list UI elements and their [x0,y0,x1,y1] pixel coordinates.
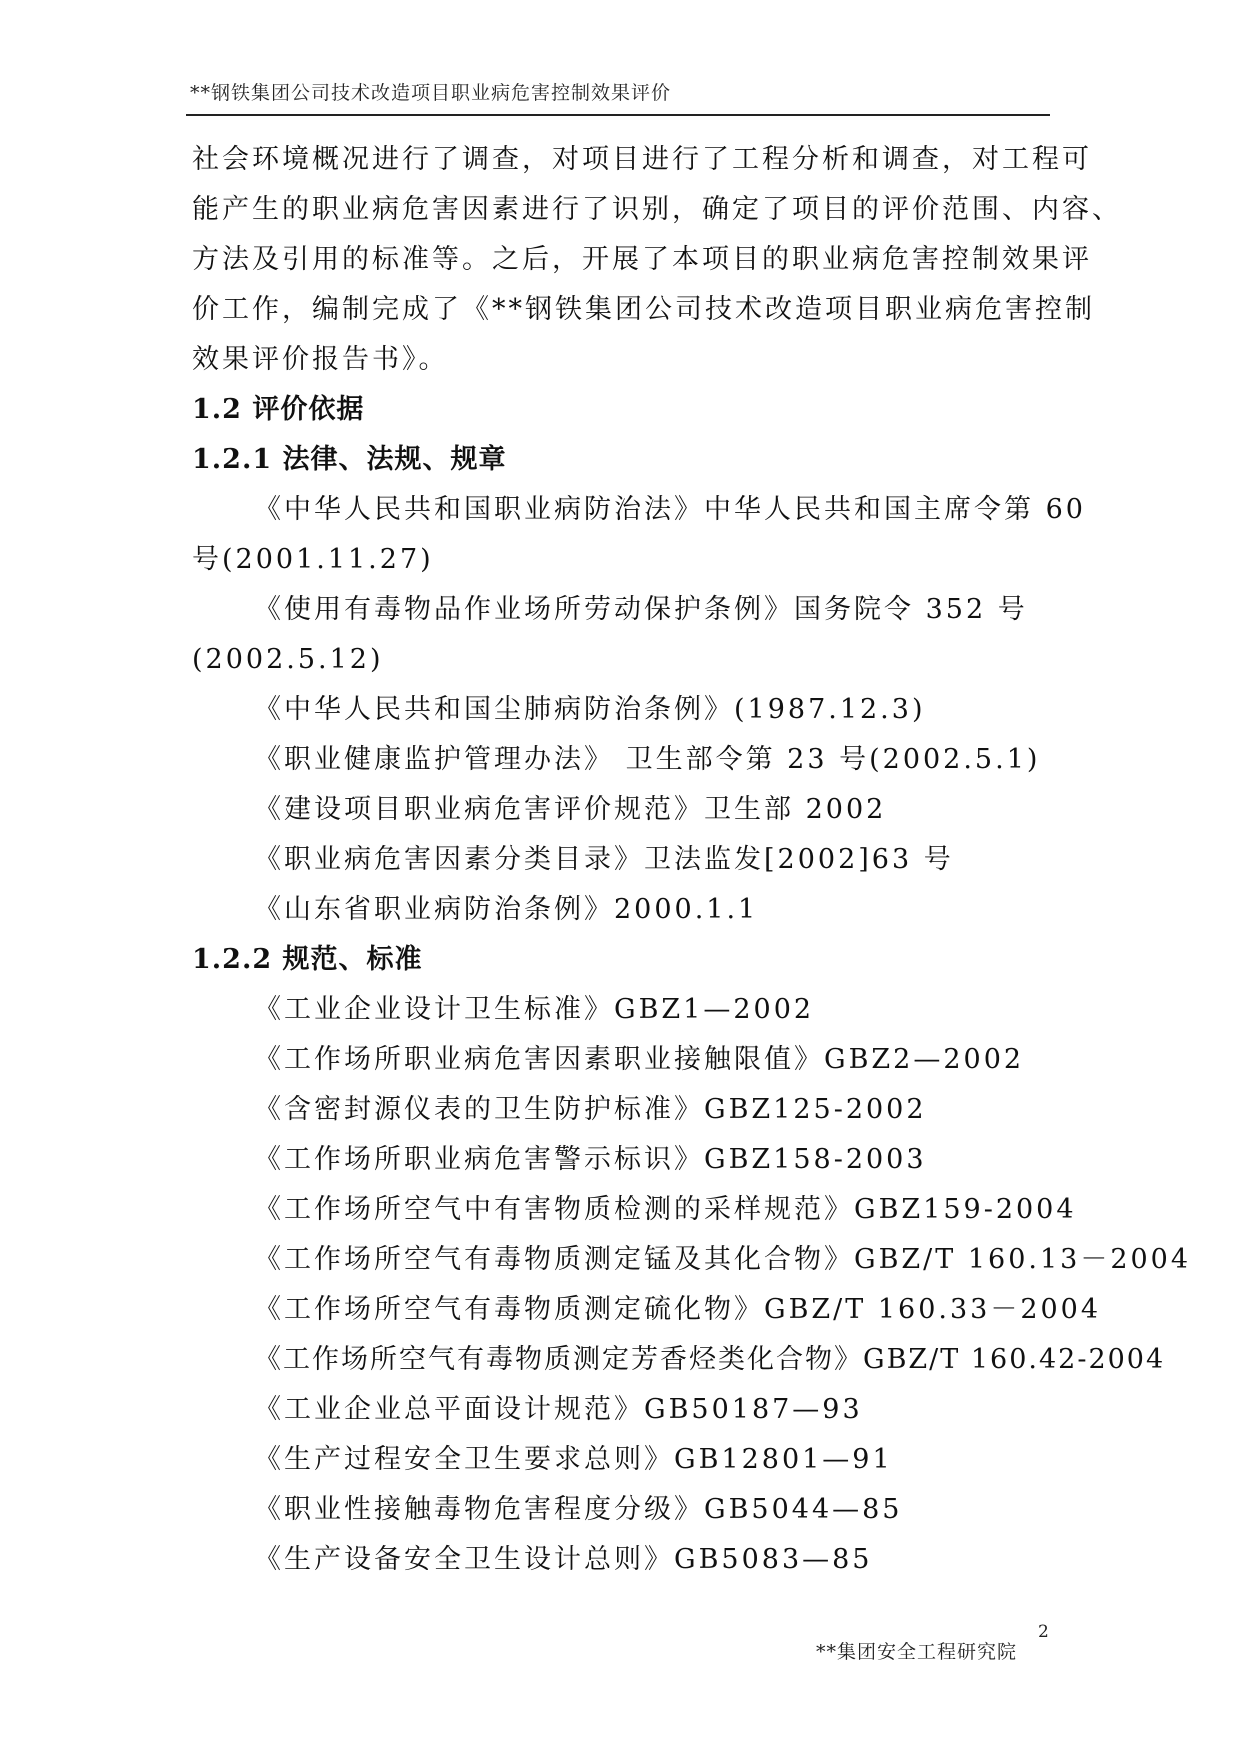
law-item: 《职业病危害因素分类目录》卫法监发[2002]63 号 [254,844,954,875]
law-item: 《职业健康监护管理办法》 卫生部令第 23 号(2002.5.1) [254,744,1041,775]
page-number: 2 [1038,1622,1049,1642]
law-item: 《山东省职业病防治条例》2000.1.1 [254,894,759,925]
standard-item: 《工作场所空气有毒物质测定锰及其化合物》GBZ/T 160.13－2004 [254,1244,1192,1275]
running-header: **钢铁集团公司技术改造项目职业病危害控制效果评价 [190,82,672,104]
intro-line: 方法及引用的标准等。之后，开展了本项目的职业病危害控制效果评 [192,244,1092,275]
intro-line: 能产生的职业病危害因素进行了识别，确定了项目的评价范围、内容、 [192,194,1122,225]
standard-item: 《工作场所空气有毒物质测定芳香烃类化合物》GBZ/T 160.42-2004 [254,1344,1166,1375]
standard-item: 《工作场所职业病危害警示标识》GBZ158-2003 [254,1144,927,1175]
intro-line: 社会环境概况进行了调查，对项目进行了工程分析和调查，对工程可 [192,144,1092,175]
standard-item: 《含密封源仪表的卫生防护标准》GBZ125-2002 [254,1094,927,1125]
intro-line: 效果评价报告书》。 [192,344,449,375]
law-item-continuation: (2002.5.12) [192,644,384,675]
section-heading-1-2-2: 1.2.2 规范、标准 [192,944,423,975]
section-heading-1-2: 1.2 评价依据 [192,394,365,425]
law-item-continuation: 号(2001.11.27) [192,544,434,575]
section-heading-1-2-1: 1.2.1 法律、法规、规章 [192,444,507,475]
standard-item: 《职业性接触毒物危害程度分级》GB5044—85 [254,1494,903,1525]
standard-item: 《工业企业设计卫生标准》GBZ1—2002 [254,994,815,1025]
footer-organization: **集团安全工程研究院 [816,1641,1018,1663]
standard-item: 《生产设备安全卫生设计总则》GB5083—85 [254,1544,873,1575]
law-item: 《中华人民共和国职业病防治法》中华人民共和国主席令第 60 [254,494,1086,525]
intro-line: 价工作，编制完成了《**钢铁集团公司技术改造项目职业病危害控制 [192,294,1095,325]
standard-item: 《生产过程安全卫生要求总则》GB12801—91 [254,1444,893,1475]
standard-item: 《工作场所空气有毒物质测定硫化物》GBZ/T 160.33－2004 [254,1294,1102,1325]
standard-item: 《工业企业总平面设计规范》GB50187—93 [254,1394,863,1425]
header-divider [186,114,1050,116]
law-item: 《建设项目职业病危害评价规范》卫生部 2002 [254,794,887,825]
standard-item: 《工作场所职业病危害因素职业接触限值》GBZ2—2002 [254,1044,1025,1075]
standard-item: 《工作场所空气中有害物质检测的采样规范》GBZ159-2004 [254,1194,1077,1225]
law-item: 《中华人民共和国尘肺病防治条例》(1987.12.3) [254,694,926,725]
law-item: 《使用有毒物品作业场所劳动保护条例》国务院令 352 号 [254,594,1028,625]
